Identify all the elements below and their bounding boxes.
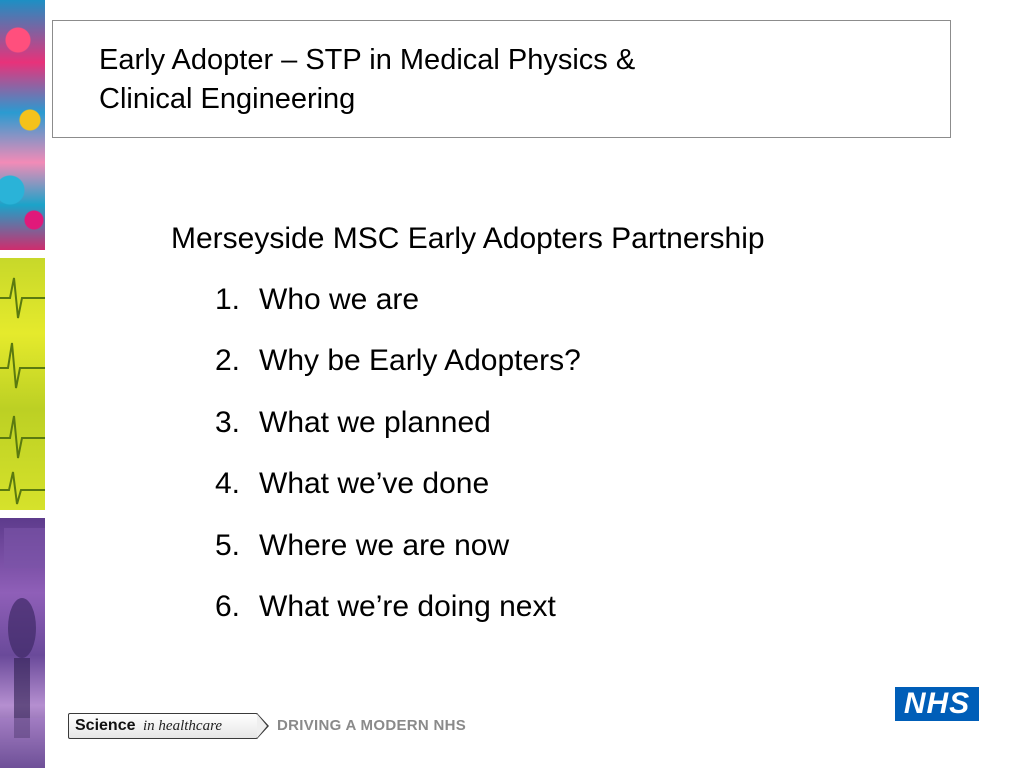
agenda-item-number: 3. <box>215 405 241 439</box>
ecg-trace-graphic <box>0 258 45 510</box>
decorative-image-strip <box>0 0 45 768</box>
agenda-item-text: What we planned <box>259 405 491 439</box>
logo-box <box>68 713 258 739</box>
agenda-item-text: Why be Early Adopters? <box>259 344 581 378</box>
decorative-image-top <box>0 0 45 250</box>
slide-title-line-2: Clinical Engineering <box>99 83 356 115</box>
arrow-icon-inner <box>257 714 267 738</box>
decorative-image-muscle <box>0 518 45 768</box>
anatomy-figure-graphic <box>0 518 45 768</box>
agenda-item-number: 6. <box>215 589 241 623</box>
agenda-item-text: Who we are <box>259 283 420 316</box>
agenda-item-number: 2. <box>215 344 241 378</box>
strip-divider <box>0 250 45 258</box>
slide-subtitle: Merseyside MSC Early Adopters Partnership <box>171 222 765 255</box>
agenda-item-number: 1. <box>215 283 241 316</box>
agenda-item-text: What we’ve done <box>259 467 490 501</box>
agenda-item-text: Where we are now <box>259 528 510 562</box>
logo-science-text: Science <box>75 717 136 734</box>
agenda-item-text: What we’re doing next <box>259 589 556 623</box>
agenda-item-number: 4. <box>215 467 241 501</box>
strip-divider <box>0 510 45 518</box>
nhs-logo: NHS <box>895 687 979 721</box>
decorative-image-ecg <box>0 258 45 510</box>
footer-tagline: DRIVING A MODERN NHS <box>277 717 467 734</box>
agenda-item-number: 5. <box>215 528 241 562</box>
title-box <box>52 20 951 138</box>
logo-in-healthcare-text: in healthcare <box>143 718 223 734</box>
slide-title-line-1: Early Adopter – STP in Medical Physics & <box>99 44 636 76</box>
